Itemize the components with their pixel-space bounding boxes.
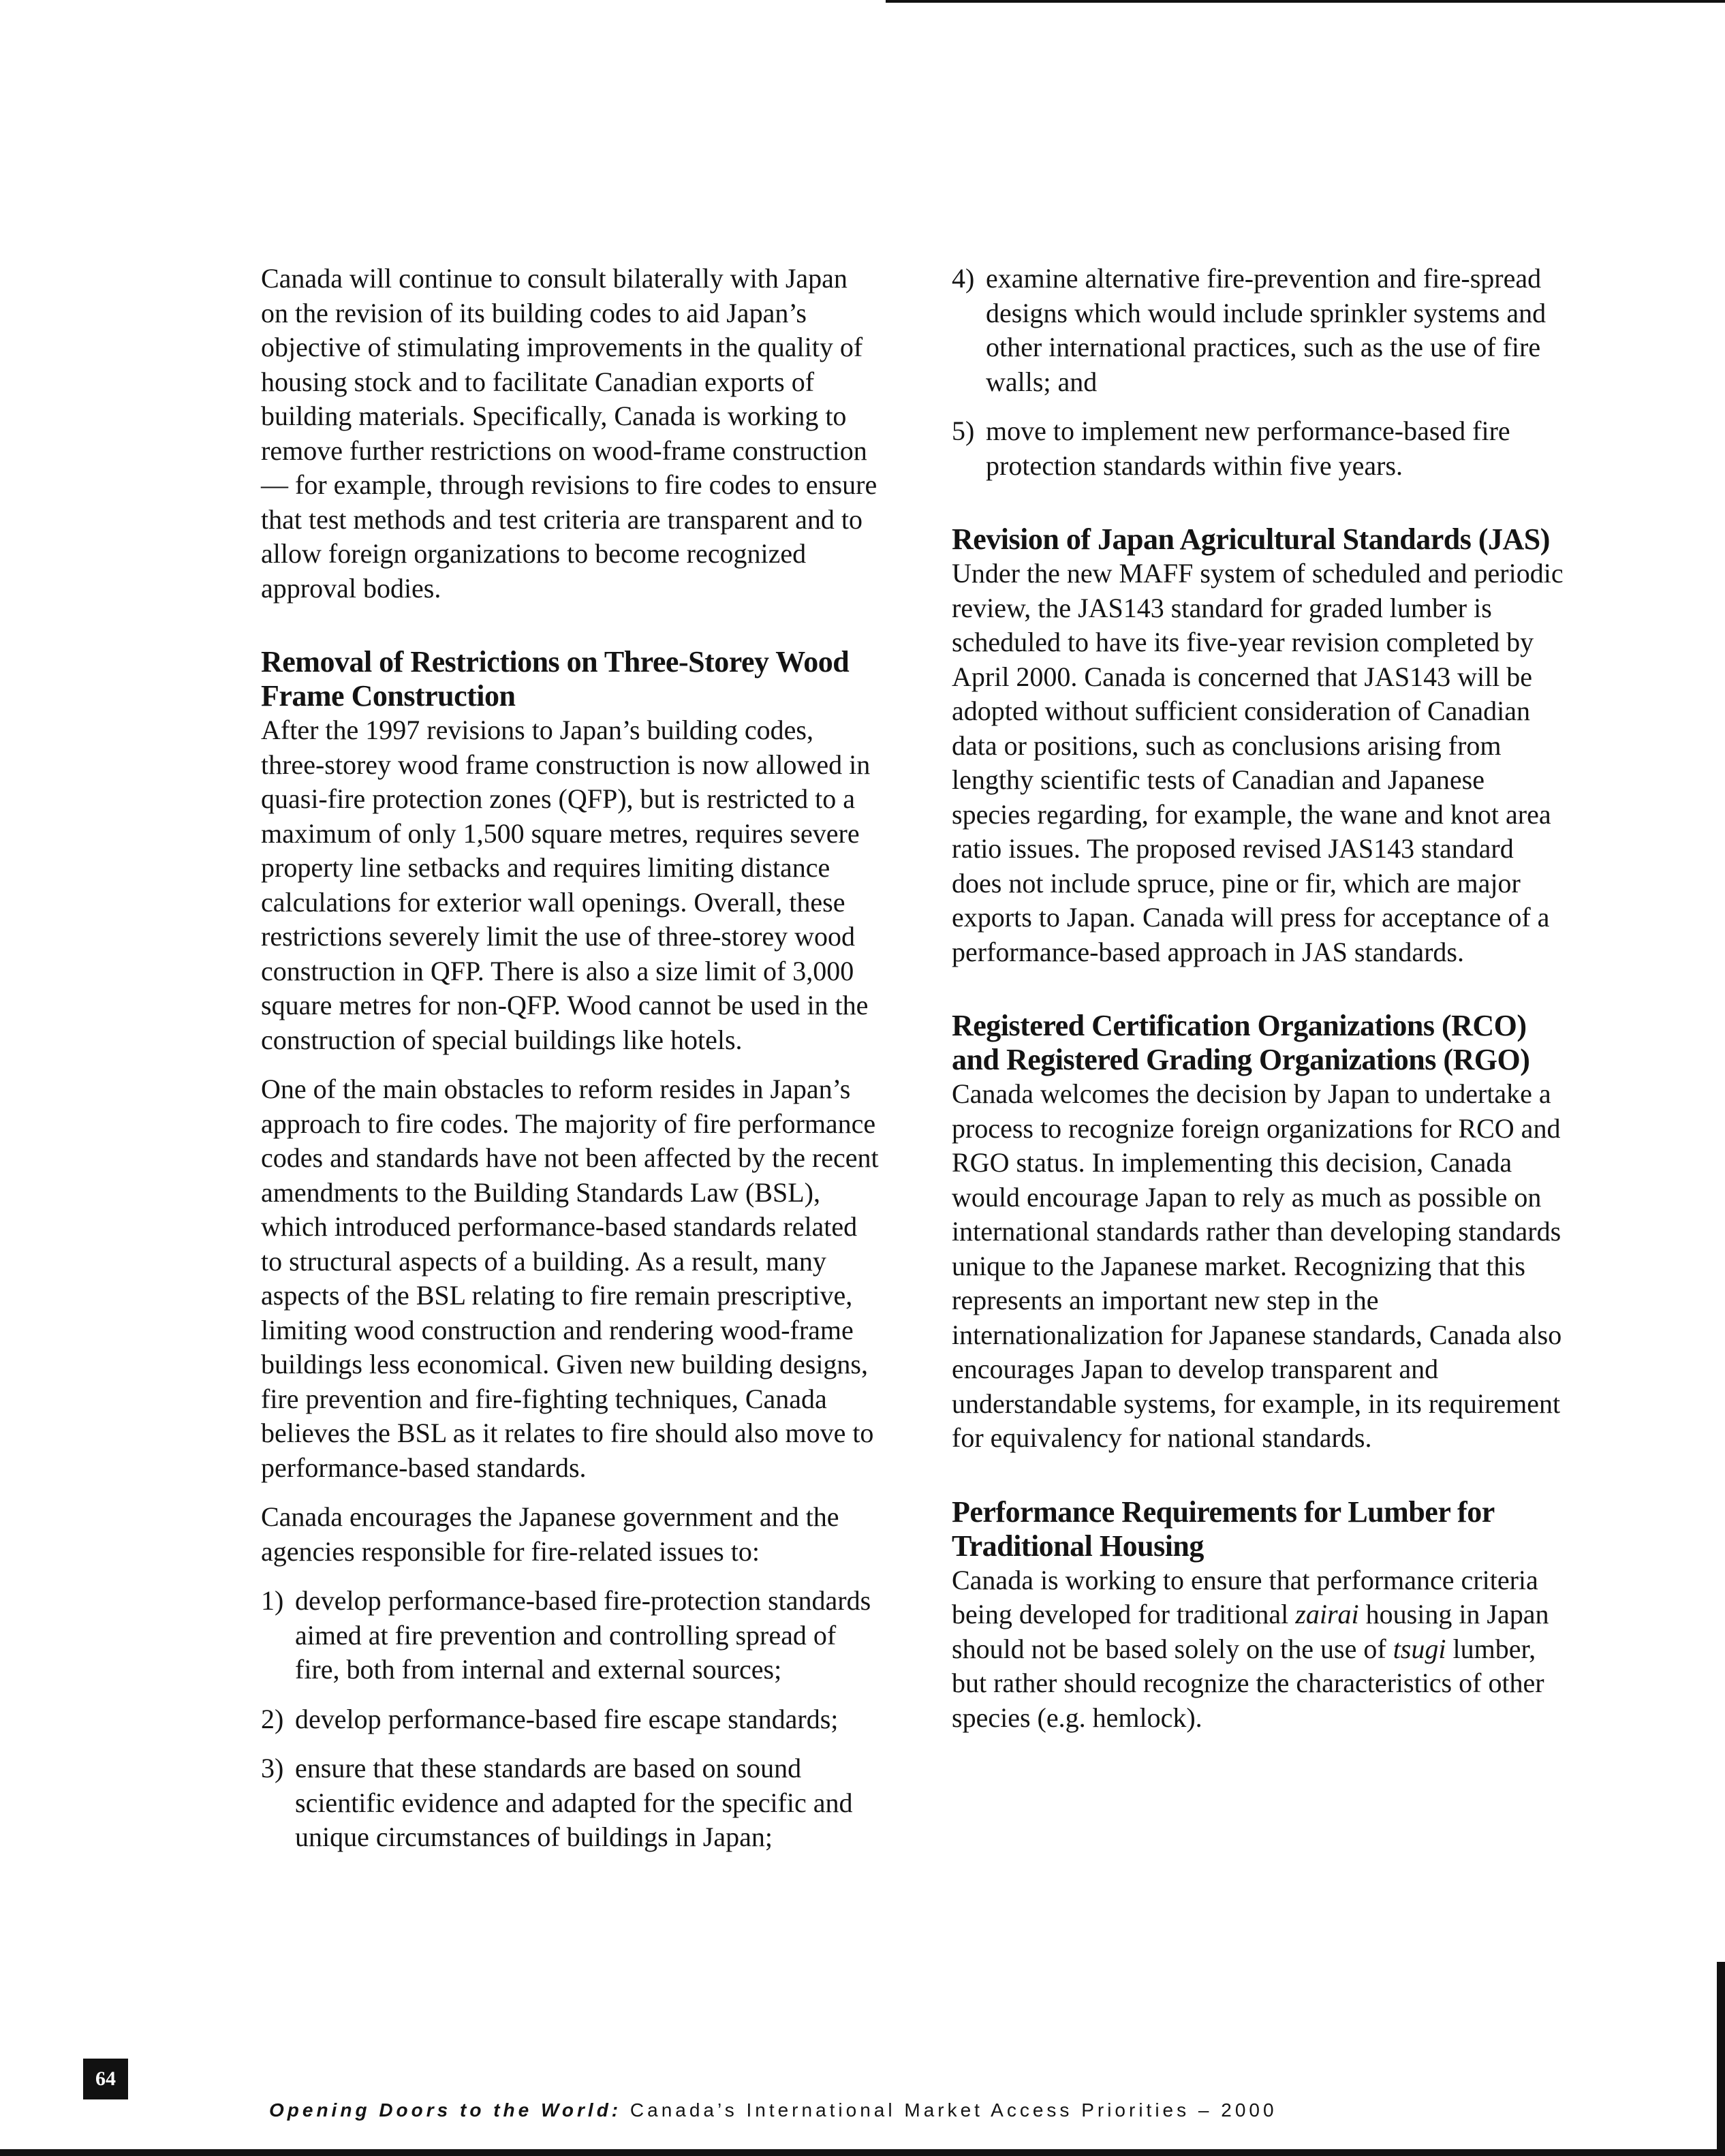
list-item-text: examine alternative fire-prevention and fire-spread designs which would include sprinkler systems and other international practices, such as the use of fire walls; and	[986, 263, 1547, 397]
section-lumber	[952, 1495, 1565, 1736]
section-jas	[952, 522, 1565, 969]
list-item	[952, 262, 1565, 399]
italic-term-tsugi: tsugi	[1393, 1633, 1446, 1664]
scan-edge-bottom	[0, 2149, 1725, 2156]
scan-edge-right	[1717, 1962, 1725, 2156]
section-heading-three-storey: Removal of Restrictions on Three-Storey Wood Frame Construction	[261, 645, 850, 713]
paragraph-lumber	[952, 1563, 1565, 1736]
fire-standards-list	[261, 1584, 881, 1855]
intro-paragraph: Canada will continue to consult bilaterally with Japan on the revision of its building codes to aid Japan’s objective of stimulating improvements in the quality of housing stock and to facilitate Canadian exports of building materials. Specifically, Canada is working to remove further restrictions on wood-frame construction — for example, through revisions to fire codes to ensure that test methods and test criteria are transparent and to allow foreign organizations to become recognized approval bodies.	[261, 263, 877, 604]
fire-standards-list-continued	[952, 262, 1565, 483]
footer-title-rest: Canada’s International Market Access Priorities – 2000	[621, 2099, 1277, 2121]
list-item-text: develop performance-based fire-protection standards aimed at fire prevention and controlling spread of fire, both from internal and external sources;	[295, 1585, 871, 1685]
text-segment: lumber, but rather should recognize the characteristics of other species (e.g. hemlock).	[952, 1633, 1544, 1733]
section-heading-lumber: Performance Requirements for Lumber for Traditional Housing	[952, 1495, 1494, 1563]
list-item-number: 4)	[952, 263, 975, 294]
italic-term-zairai: zairai	[1295, 1599, 1359, 1629]
paragraph-rco-rgo: Canada welcomes the decision by Japan to undertake a process to recognize foreign organizations for RCO and RGO status. In implementing this decision, Canada would encourage Japan to rely as much as possible on international standards rather than developing standards unique to the Japanese market. Recognizing that this represents an important new step in the internationalization for Japanese standards, Canada also encourages Japan to develop transparent and understandable systems, for example, in its requirement for equivalency for national standards.	[952, 1078, 1562, 1453]
list-item-number: 2)	[261, 1703, 284, 1734]
list-item-text: ensure that these standards are based on sound scientific evidence and adapted for the specific and unique circumstances of buildings in Japan;	[295, 1753, 853, 1852]
list-item-text: develop performance-based fire escape standards;	[295, 1703, 839, 1734]
running-footer	[269, 2099, 1277, 2121]
list-item	[261, 1584, 881, 1687]
section-rco-rgo	[952, 1009, 1565, 1456]
list-item-text: move to implement new performance-based fire protection standards within five years.	[986, 416, 1510, 481]
section-heading-rco-rgo: Registered Certification Organizations (RCO) and Registered Grading Organizations (RGO)	[952, 1009, 1530, 1076]
paragraph-three-storey-2: One of the main obstacles to reform resides in Japan’s approach to fire codes. The majority of fire performance codes and standards have not been affected by the recent amendments to the Building Standards Law (BSL), which introduced performance-based standards related to structural aspects of a building. As a result, many aspects of the BSL relating to fire remain prescriptive, limiting wood construction and rendering wood-frame buildings less economical. Given new building designs, fire prevention and fire-fighting techniques, Canada believes the BSL as it relates to fire should also move to performance-based standards.	[261, 1074, 879, 1483]
list-item	[261, 1702, 881, 1737]
list-item-number: 3)	[261, 1753, 284, 1783]
right-column	[952, 262, 1565, 1750]
left-column	[261, 262, 881, 1870]
list-item	[952, 414, 1565, 483]
list-item-number: 1)	[261, 1585, 284, 1616]
scan-edge-top	[886, 0, 1725, 3]
section-three-storey	[261, 645, 881, 1855]
list-item-number: 5)	[952, 416, 975, 446]
paragraph-jas: Under the new MAFF system of scheduled and periodic review, the JAS143 standard for graded lumber is scheduled to have its five-year revision completed by April 2000. Canada is concerned that JAS143 will be adopted without sufficient consideration of Canadian data or positions, such as conclusions arising from lengthy scientific tests of Canadian and Japanese species regarding, for example, the wane and knot area ratio issues. The proposed revised JAS143 standard does not include spruce, pine or fir, which are major exports to Japan. Canada will press for acceptance of a performance-based approach in JAS standards.	[952, 558, 1564, 967]
text-segment: Canada is working to ensure that performance criteria being developed for traditional	[952, 1564, 1538, 1629]
text-segment: housing in Japan should not be based solely on the use of	[952, 1599, 1549, 1664]
list-item	[261, 1751, 881, 1855]
footer-title-italic: Opening Doors to the World:	[269, 2099, 622, 2121]
paragraph-three-storey-1: After the 1997 revisions to Japan’s building codes, three-storey wood frame construction is now allowed in quasi-fire protection zones (QFP), but is restricted to a maximum of only 1,500 square metres, requires severe property line setbacks and requires limiting distance calculations for exterior wall openings. Overall, these restrictions severely limit the use of three-storey wood construction in QFP. There is also a size limit of 3,000 square metres for non-QFP. Wood cannot be used in the construction of special buildings like hotels.	[261, 715, 871, 1055]
section-heading-jas: Revision of Japan Agricultural Standards (JAS)	[952, 522, 1550, 556]
paragraph-three-storey-3: Canada encourages the Japanese government and the agencies responsible for fire-related issues to:	[261, 1501, 839, 1567]
page-number-badge: 64	[83, 2059, 128, 2099]
